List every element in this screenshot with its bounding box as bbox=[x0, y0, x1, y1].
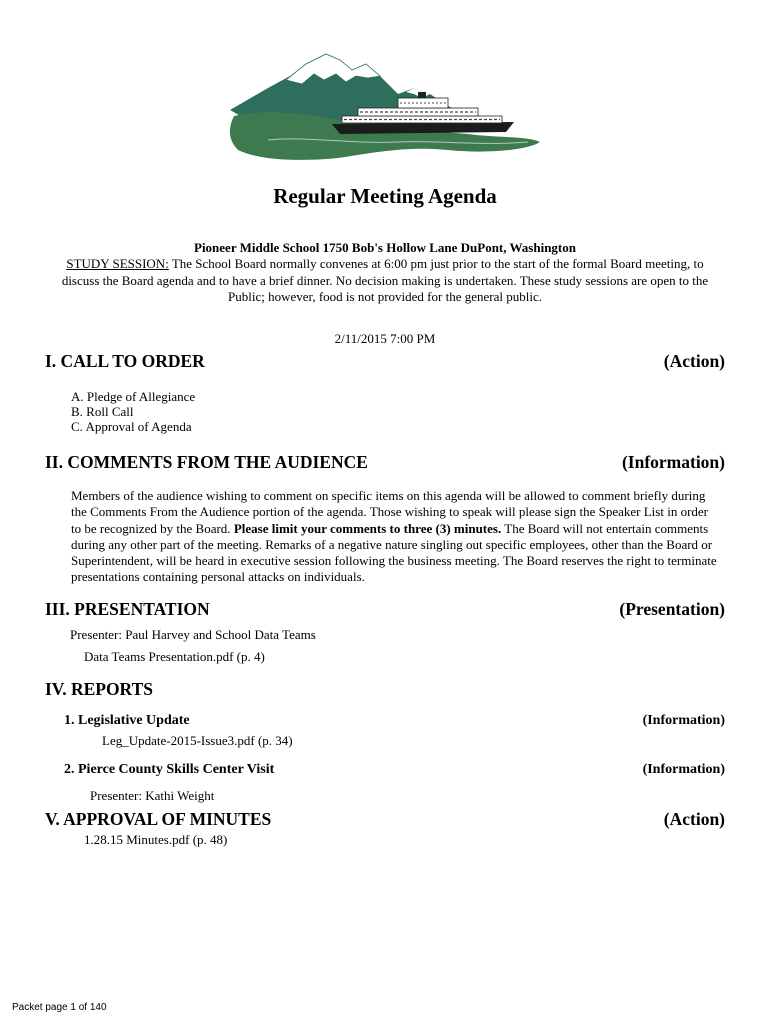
section-type: (Presentation) bbox=[619, 599, 725, 619]
attachment-link[interactable]: Data Teams Presentation.pdf (p. 4) bbox=[84, 649, 265, 664]
report-type: (Information) bbox=[642, 762, 725, 777]
presenter: Presenter: Kathi Weight bbox=[90, 788, 215, 803]
section-type: (Action) bbox=[663, 351, 725, 371]
report-item bbox=[64, 713, 725, 729]
section-type: (Information) bbox=[621, 452, 725, 472]
agenda-item: A. Pledge of Allegiance bbox=[71, 389, 196, 404]
section-call-to-order bbox=[45, 351, 725, 372]
district-logo bbox=[228, 50, 544, 162]
study-session-text: The School Board normally convenes at 6:00 pm just prior to the start of the formal Board meeting, to discuss the Board agenda and to have a brief dinner. No decision making is undertaken. These study sessions are open to the Public; however, food is not provided for the general public. bbox=[61, 256, 709, 304]
study-session-label: STUDY SESSION: bbox=[66, 256, 169, 271]
comments-text: Members of the audience wishing to comment on specific items on this agenda will be allowed to comment briefly during the Comments From the Audience portion of the agenda. Those wishing to speak will please sign the Speaker List in order to be recognized by the Board. bbox=[71, 488, 708, 536]
page-footer: Packet page 1 of 140 bbox=[12, 1002, 107, 1013]
section-title: I. CALL TO ORDER bbox=[45, 351, 205, 371]
section-title: III. PRESENTATION bbox=[45, 599, 210, 619]
attachment-link[interactable]: Leg_Update-2015-Issue3.pdf (p. 34) bbox=[102, 733, 293, 748]
comments-time-limit: Please limit your comments to three (3) minutes. bbox=[233, 520, 502, 536]
meeting-venue: Pioneer Middle School 1750 Bob's Hollow Lane DuPont, Washington bbox=[194, 240, 576, 255]
comments-text: The Board will not entertain comments during any other part of the meeting. Remarks of a negative nature singling out specific employees, other than the Board or Superintendent, will be heard in executive session following the business meeting. The Board reserves the right to terminate presentations containing personal attacks on individuals. bbox=[71, 520, 717, 585]
agenda-item: C. Approval of Agenda bbox=[71, 419, 192, 434]
comments-policy-paragraph bbox=[71, 488, 721, 586]
report-title: 2. Pierce County Skills Center Visit bbox=[64, 762, 275, 777]
section-comments bbox=[45, 452, 725, 473]
section-title: II. COMMENTS FROM THE AUDIENCE bbox=[45, 452, 368, 472]
page-title: Regular Meeting Agenda bbox=[273, 184, 497, 208]
meeting-datetime: 2/11/2015 7:00 PM bbox=[334, 331, 436, 346]
agenda-item: B. Roll Call bbox=[71, 404, 134, 419]
report-item bbox=[64, 762, 725, 778]
presenter: Presenter: Paul Harvey and School Data Teams bbox=[70, 627, 316, 642]
section-reports bbox=[45, 679, 725, 700]
section-presentation bbox=[45, 599, 725, 620]
section-title: IV. REPORTS bbox=[45, 679, 153, 699]
section-type: (Action) bbox=[663, 809, 725, 829]
section-approval-of-minutes bbox=[45, 809, 725, 830]
study-session-note bbox=[50, 256, 720, 306]
report-type: (Information) bbox=[642, 713, 725, 728]
report-title: 1. Legislative Update bbox=[64, 713, 190, 728]
section-title: V. APPROVAL OF MINUTES bbox=[45, 809, 272, 829]
attachment-link[interactable]: 1.28.15 Minutes.pdf (p. 48) bbox=[84, 832, 228, 847]
